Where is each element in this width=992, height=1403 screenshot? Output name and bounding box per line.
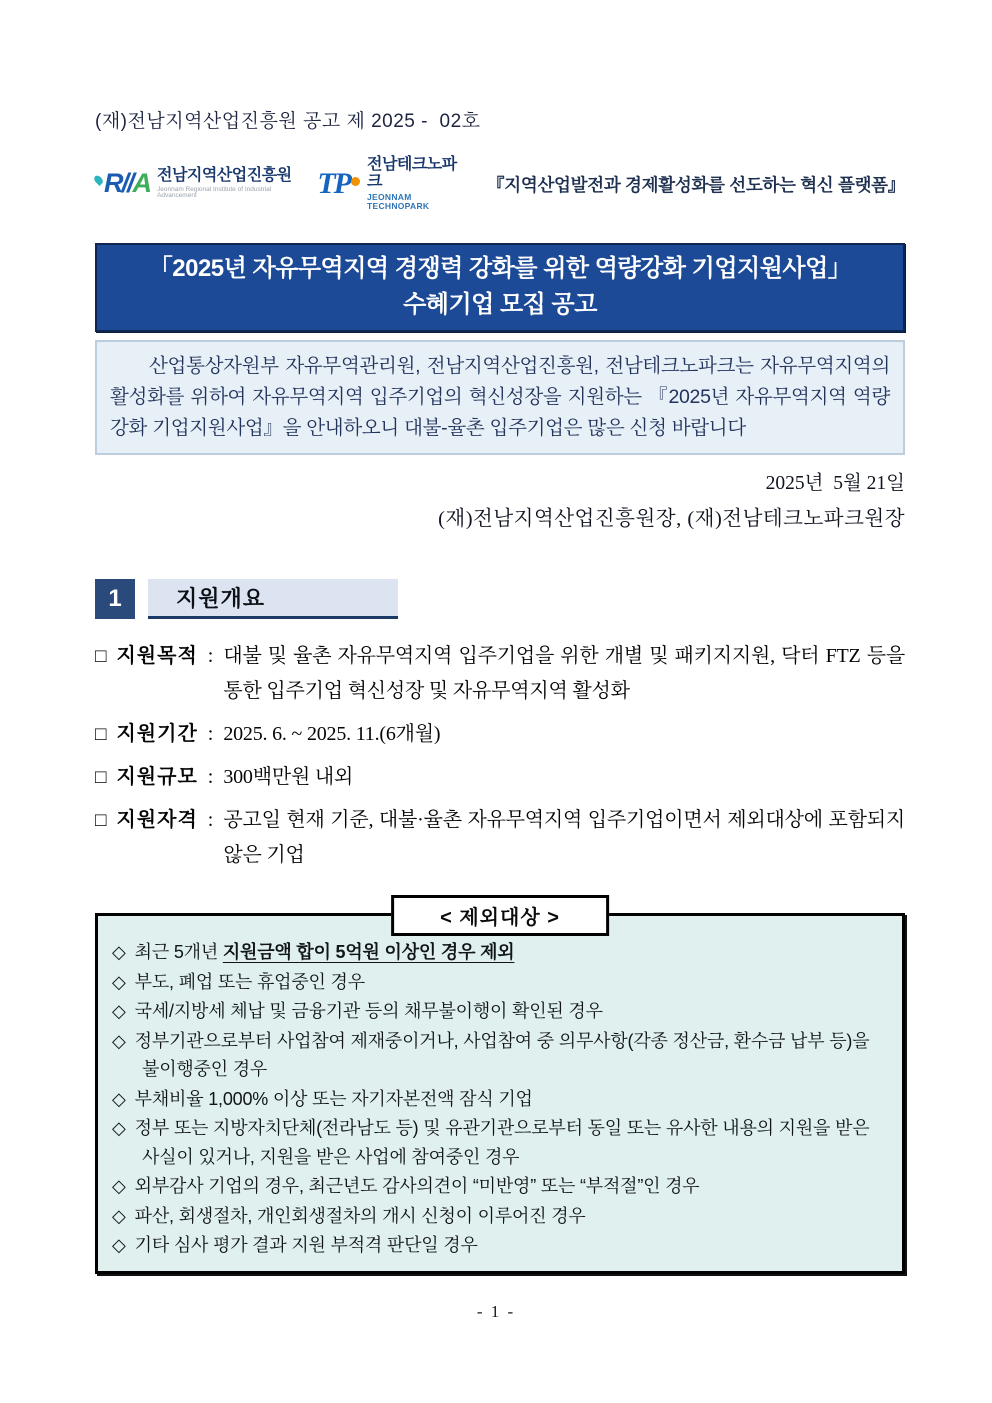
tp-dot-icon: [351, 177, 360, 186]
riia-logo-text: [157, 168, 299, 200]
riia-subtitle: Jeonnam Regional Institute of Industrial Advancement: [157, 185, 272, 200]
bullet-colon: :: [207, 766, 214, 788]
riia-mark-green: A: [132, 168, 151, 199]
logo-row: [95, 157, 905, 211]
square-bullet-icon: □: [95, 724, 107, 745]
section-1-number-badge: 1: [95, 579, 135, 619]
bullet-label: 지원목적: [116, 645, 198, 667]
bullet-scale: [95, 760, 905, 795]
bullet-label: 지원기간: [116, 723, 198, 745]
exclusion-list: [112, 938, 890, 1260]
exclusion-item-text: 정부기관으로부터 사업참여 제재중이거나, 사업참여 중 의무사항(각종 정산금, 환수금 납부 등)을 불이행중인 경우: [134, 1030, 870, 1079]
exclusion-criteria-box: [95, 907, 905, 1274]
bullet-text: 공고일 현재 기준, 대불·율촌 자유무역지역 입주기업이면서 제외대상에 포함되지 않은 기업: [223, 809, 905, 866]
exclusion-box-title: < 제외대상 >: [391, 895, 609, 936]
slogan-text: 『지역산업발전과 경제활성화를 선도하는 혁신 플랫폼』: [487, 174, 905, 195]
bullet-colon: :: [207, 645, 214, 667]
riia-name: 전남지역산업진흥원: [157, 166, 292, 184]
riia-drop-icon: [92, 174, 104, 186]
diamond-bullet-icon: ◇: [112, 942, 126, 962]
exclusion-item-text: 정부 또는 지방자치단체(전라남도 등) 및 유관기관으로부터 동일 또는 유사한 내용의 지원을 받은 사실이 있거나, 지원을 받은 사업에 참여중인 경우: [134, 1118, 870, 1167]
tp-logo: [317, 157, 467, 210]
bullet-label: 지원자격: [116, 809, 198, 831]
exclusion-item: [112, 1172, 890, 1201]
exclusion-item-text: 기타 심사 평가 결과 지원 부적격 판단일 경우: [134, 1235, 478, 1255]
title-line-2: 수혜기업 모집 공고: [403, 291, 597, 318]
announcement-date: 2025년 5월 21일: [765, 473, 905, 494]
diamond-bullet-icon: ◇: [112, 1205, 126, 1226]
intro-paragraph: 산업통상자원부 자유무역관리원, 전남지역산업진흥원, 전남테크노파크는 자유무역지역의 활성화를 위하여 자유무역지역 입주기업의 혁신성장을 지원하는 『2025년 자유무역지역 역량강화 기업지원사업』을 안내하오니 대불-율촌 입주기업은 많은 신청 바랍니다: [95, 340, 905, 455]
exclusion-item-text: 부채비율 1,000% 이상 또는 자기자본전액 잠식 기업: [134, 1088, 533, 1109]
bullet-colon: :: [207, 809, 214, 831]
exclusion-item-prefix: 최근 5개년: [134, 942, 223, 962]
exclusion-item-text: 부도, 폐업 또는 휴업중인 경우: [134, 971, 365, 992]
square-bullet-icon: □: [95, 810, 107, 831]
bullet-text: 300백만원 내외: [223, 766, 354, 788]
diamond-bullet-icon: ◇: [112, 1118, 126, 1138]
tp-subtitle: JEONNAM TECHNOPARK: [366, 191, 430, 211]
section-1-header: [95, 579, 905, 619]
section-1-title: 지원개요: [148, 579, 398, 619]
square-bullet-icon: □: [95, 646, 107, 667]
diamond-bullet-icon: ◇: [112, 1235, 126, 1255]
exclusion-item: [112, 997, 890, 1026]
diamond-bullet-icon: ◇: [112, 1001, 126, 1021]
square-bullet-icon: □: [95, 767, 107, 788]
exclusion-item: [112, 1085, 890, 1114]
bullet-label: 지원규모: [116, 766, 198, 788]
diamond-bullet-icon: ◇: [112, 1030, 126, 1051]
exclusion-item-text: 외부감사 기업의 경우, 최근년도 감사의견이 “미반영” 또는 “부적절”인 경우: [134, 1176, 700, 1196]
exclusion-item: [112, 938, 890, 967]
page-number: - 1 -: [476, 1302, 516, 1321]
title-line-1: 「2025년 자유무역지역 경쟁력 강화를 위한 역량강화 기업지원사업」: [148, 255, 852, 282]
bullet-text: 대불 및 율촌 자유무역지역 입주기업을 위한 개별 및 패키지지원, 닥터 FTZ 등을 통한 입주기업 혁신성장 및 자유무역지역 활성화: [223, 645, 905, 702]
bullet-colon: :: [207, 723, 214, 745]
exclusion-item: [112, 1202, 890, 1231]
bullet-period: [95, 717, 905, 752]
bullet-purpose: [95, 639, 905, 709]
riia-logo: [95, 168, 299, 200]
bullet-eligibility: [95, 803, 905, 873]
riia-logo-icon: [95, 168, 150, 199]
notice-number: (재)전남지역산업진흥원 공고 제 2025 - 02호: [95, 111, 481, 132]
tp-logo-text: [367, 157, 467, 210]
signature-line: (재)전남지역산업진흥원장, (재)전남테크노파크원장: [438, 508, 905, 530]
diamond-bullet-icon: ◇: [112, 1176, 126, 1196]
tp-mark-text: TP: [317, 167, 350, 200]
diamond-bullet-icon: ◇: [112, 971, 126, 992]
exclusion-item-emphasis: 지원금액 합이 5억원 이상인 경우 제외: [222, 942, 515, 962]
tp-logo-icon: [317, 167, 360, 201]
overview-bullets: [95, 639, 905, 873]
exclusion-item: [112, 1231, 890, 1260]
title-banner: [95, 243, 905, 332]
exclusion-item-text: 국세/지방세 체납 및 금융기관 등의 채무불이행이 확인된 경우: [134, 1001, 603, 1021]
exclusion-item: [112, 968, 890, 997]
diamond-bullet-icon: ◇: [112, 1088, 126, 1109]
exclusion-item: [112, 1027, 890, 1084]
bullet-text: 2025. 6. ~ 2025. 11.(6개월): [223, 723, 441, 745]
exclusion-item: [112, 1114, 890, 1171]
riia-mark-blue: R//: [104, 168, 133, 199]
exclusion-item-text: 파산, 회생절차, 개인회생절차의 개시 신청이 이루어진 경우: [134, 1205, 586, 1226]
tp-name: 전남테크노파크: [366, 156, 457, 191]
